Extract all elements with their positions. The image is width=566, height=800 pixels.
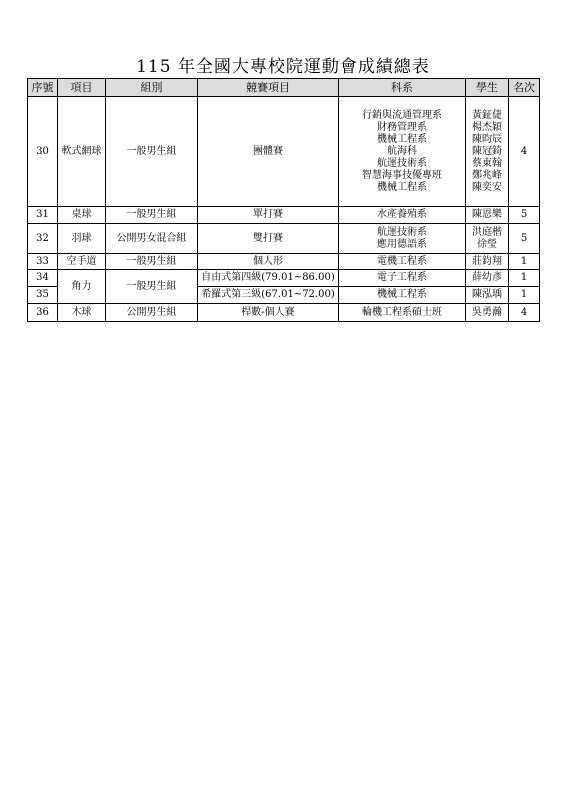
header-cell: 學生 bbox=[466, 79, 509, 97]
department-cell bbox=[339, 304, 466, 322]
serial-cell: 31 bbox=[28, 207, 58, 224]
header-cell: 項目 bbox=[58, 79, 106, 97]
event-cell: 自由式第四級(79.01~86.00) bbox=[198, 270, 339, 287]
serial-cell: 32 bbox=[28, 224, 58, 254]
student-name: 陳奕安 bbox=[472, 181, 502, 193]
header-cell: 科系 bbox=[339, 79, 466, 97]
rank-cell: 4 bbox=[509, 304, 540, 322]
sport-cell: 角力 bbox=[58, 270, 106, 304]
group-cell: 一般男生組 bbox=[106, 270, 198, 304]
header-row bbox=[28, 79, 540, 97]
student-cell bbox=[466, 224, 509, 254]
group-cell: 一般男生組 bbox=[106, 207, 198, 224]
header-cell: 序號 bbox=[28, 79, 58, 97]
department-line: 機械工程系 bbox=[377, 181, 427, 193]
event-cell: 團體賽 bbox=[198, 97, 339, 207]
sport-cell: 空手道 bbox=[58, 254, 106, 270]
sport-cell: 桌球 bbox=[58, 207, 106, 224]
department-line: 機械工程系 bbox=[377, 133, 427, 145]
event-cell: 雙打賽 bbox=[198, 224, 339, 254]
group-cell: 一般男生組 bbox=[106, 97, 198, 207]
event-cell: 個人形 bbox=[198, 254, 339, 270]
student-name: 蔡東翰 bbox=[472, 157, 502, 169]
department-cell bbox=[339, 224, 466, 254]
student-cell bbox=[466, 207, 509, 224]
department-line: 機械工程系 bbox=[377, 289, 427, 300]
table-row bbox=[28, 224, 540, 254]
page-title: 115 年全國大專校院運動會成績總表 bbox=[136, 57, 430, 77]
student-name: 陳冠錡 bbox=[472, 145, 502, 157]
results-table bbox=[27, 78, 540, 322]
student-name: 徐瑩 bbox=[477, 238, 497, 250]
student-cell bbox=[466, 270, 509, 287]
student-cell bbox=[466, 304, 509, 322]
rank-cell: 1 bbox=[509, 254, 540, 270]
sport-cell: 軟式網球 bbox=[58, 97, 106, 207]
table-row bbox=[28, 97, 540, 207]
department-line: 航運技術系 bbox=[377, 157, 427, 169]
department-line: 水產養殖系 bbox=[377, 209, 427, 220]
department-line: 航海科 bbox=[387, 145, 417, 157]
sport-cell: 羽球 bbox=[58, 224, 106, 254]
department-line: 航運技術系 bbox=[377, 226, 427, 238]
table-row bbox=[28, 254, 540, 270]
department-line: 輪機工程系碩士班 bbox=[362, 306, 442, 318]
department-cell bbox=[339, 97, 466, 207]
department-cell bbox=[339, 207, 466, 224]
student-cell bbox=[466, 287, 509, 304]
table-row bbox=[28, 207, 540, 224]
serial-cell: 30 bbox=[28, 97, 58, 207]
serial-cell: 34 bbox=[28, 270, 58, 287]
sport-cell: 木球 bbox=[58, 304, 106, 322]
group-cell: 公開男生組 bbox=[106, 304, 198, 322]
student-name: 黃鉦倢 bbox=[472, 109, 502, 121]
department-line: 智慧海事技優專班 bbox=[362, 169, 442, 181]
department-line: 應用德語系 bbox=[377, 238, 427, 250]
department-line: 財務管理系 bbox=[377, 121, 427, 133]
header-cell: 名次 bbox=[509, 79, 540, 97]
header-cell: 組別 bbox=[106, 79, 198, 97]
student-cell bbox=[466, 97, 509, 207]
rank-cell: 5 bbox=[509, 207, 540, 224]
serial-cell: 35 bbox=[28, 287, 58, 304]
department-line: 行銷與流通管理系 bbox=[362, 109, 442, 121]
student-name: 莊鈞翔 bbox=[472, 255, 502, 267]
rank-cell: 4 bbox=[509, 97, 540, 207]
student-name: 薛幼彥 bbox=[472, 272, 502, 283]
serial-cell: 36 bbox=[28, 304, 58, 322]
student-name: 鄭兆峰 bbox=[472, 169, 502, 181]
rank-cell: 1 bbox=[509, 270, 540, 287]
student-cell bbox=[466, 254, 509, 270]
department-cell bbox=[339, 270, 466, 287]
event-cell: 希羅式第三級(67.01~72.00) bbox=[198, 287, 339, 304]
student-name: 楊杰穎 bbox=[472, 121, 502, 133]
rank-cell: 5 bbox=[509, 224, 540, 254]
student-name: 洪庭楷 bbox=[472, 226, 502, 238]
table-row bbox=[28, 270, 540, 287]
event-cell: 桿數-個人賽 bbox=[198, 304, 339, 322]
student-name: 陳昀辰 bbox=[472, 133, 502, 145]
department-cell bbox=[339, 254, 466, 270]
student-name: 陳泓瑀 bbox=[472, 289, 502, 300]
event-cell: 單打賽 bbox=[198, 207, 339, 224]
serial-cell: 33 bbox=[28, 254, 58, 270]
department-cell bbox=[339, 287, 466, 304]
table-row bbox=[28, 304, 540, 322]
student-name: 陳恩樂 bbox=[472, 209, 502, 220]
group-cell: 公開男女混合組 bbox=[106, 224, 198, 254]
rank-cell: 1 bbox=[509, 287, 540, 304]
group-cell: 一般男生組 bbox=[106, 254, 198, 270]
department-line: 電機工程系 bbox=[377, 255, 427, 267]
department-line: 電子工程系 bbox=[377, 272, 427, 283]
header-cell: 競賽項目 bbox=[198, 79, 339, 97]
student-name: 吳勇瀚 bbox=[472, 306, 502, 318]
